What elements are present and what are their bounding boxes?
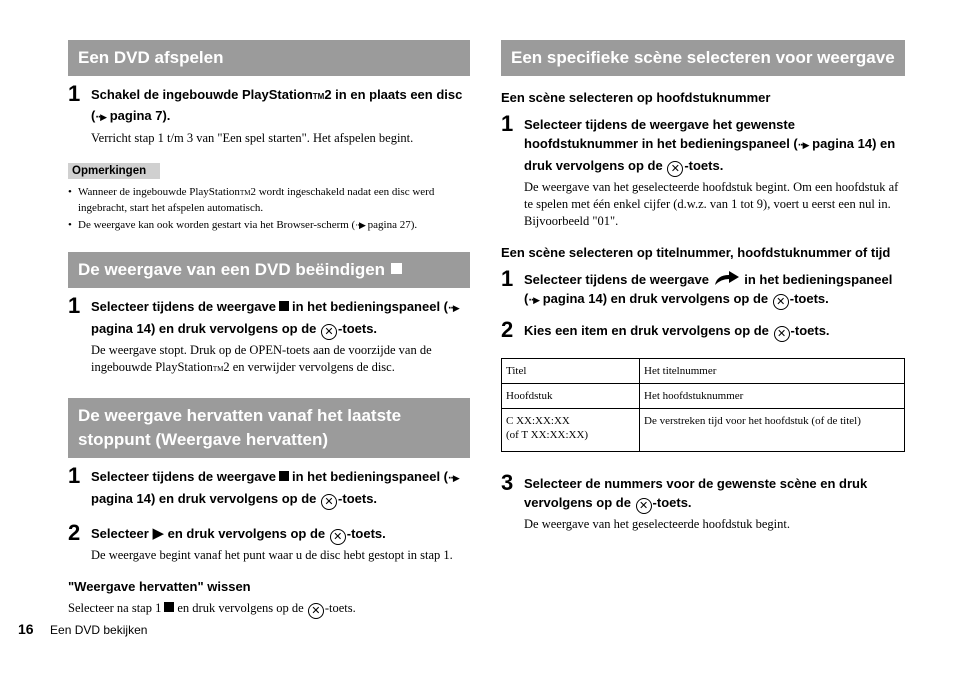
left-column	[68, 40, 470, 619]
play-step-1	[68, 81, 470, 147]
step-number: 2	[68, 520, 81, 545]
step-title: Selecteer tijdens de weergave in het bedieningspaneel (··▶ pagina 14) en druk vervolgens op de ✕ -toets.	[91, 299, 459, 338]
notes-label: Opmerkingen	[68, 163, 160, 179]
play-icon: ▶	[152, 524, 164, 542]
note-item: • De weergave kan ook worden gestart via het Browser-scherm (··▶ pagina 27).	[68, 218, 470, 234]
step-number: 1	[501, 111, 514, 136]
notes-list	[68, 185, 470, 234]
cross-button-icon: ✕	[321, 494, 337, 510]
step-number: 2	[501, 317, 514, 342]
table-row	[502, 384, 905, 409]
cross-button-icon: ✕	[308, 603, 324, 619]
page-reference-arrow-icon: ··▶	[528, 296, 540, 306]
step-number: 1	[68, 293, 81, 318]
section-heading-play-dvd: Een DVD afspelen	[68, 40, 470, 76]
step-body: De weergave van het geselecteerde hoofdstuk begint.	[524, 517, 790, 531]
cross-button-icon: ✕	[636, 498, 652, 514]
time-step-3	[501, 470, 905, 533]
step-title: Selecteer tijdens de weergave in het bedieningspaneel (··▶ pagina 14) en druk vervolgens op de ✕ -toets.	[524, 272, 893, 308]
cross-button-icon: ✕	[773, 294, 789, 310]
step-body: De weergave begint vanaf het punt waar u de disc hebt gestopt in stap 1.	[91, 548, 453, 562]
step-number: 1	[68, 463, 81, 488]
table-row	[502, 409, 905, 452]
stop-icon	[164, 602, 174, 612]
resume-step-1	[68, 463, 470, 510]
notes-block	[68, 161, 470, 234]
table-cell-value: De verstreken tijd voor het hoofdstuk (of de titel)	[640, 409, 905, 452]
time-step-1	[501, 266, 905, 311]
cross-button-icon: ✕	[774, 326, 790, 342]
subheading-by-title-chapter-time: Een scène selecteren op titelnummer, hoofdstuknummer of tijd	[501, 245, 891, 260]
section-name: Een DVD bekijken	[50, 623, 148, 637]
page-number: 16	[18, 621, 34, 637]
section-heading-stop-dvd: De weergave van een DVD beëindigen	[68, 252, 470, 288]
table-row	[502, 359, 905, 384]
step-body: Verricht stap 1 t/m 3 van "Een spel starten". Het afspelen begint.	[91, 131, 414, 145]
cross-button-icon: ✕	[330, 529, 346, 545]
step-body: De weergave van het geselecteerde hoofdstuk begint. Om een hoofdstuk af te spelen met één enkel cijfer (d.w.z. van 1 tot 9), voert u eerst een nul in. Bijvoorbeeld "01".	[524, 180, 899, 228]
subheading-by-chapter: Een scène selecteren op hoofdstuknummer	[501, 90, 771, 105]
table-cell-value: Het hoofdstuknummer	[640, 384, 905, 409]
table-cell-key: C XX:XX:XX (of T XX:XX:XX)	[502, 409, 640, 452]
page-reference-arrow-icon: ··▶	[448, 304, 459, 314]
selection-items-table	[501, 358, 905, 452]
time-step-2	[501, 317, 905, 342]
stop-icon	[279, 471, 289, 481]
jump-arrow-icon	[713, 270, 741, 286]
cross-button-icon: ✕	[667, 161, 683, 177]
step-number: 1	[501, 266, 514, 291]
table-cell-value: Het titelnummer	[640, 359, 905, 384]
subheading-clear-resume: "Weergave hervatten" wissen	[68, 579, 251, 594]
step-body: De weergave stopt. Druk op de OPEN-toets aan de voorzijde van de ingebouwde PlayStationTM2 en verwijder vervolgens de disc.	[91, 343, 432, 374]
table-cell-key: Titel	[502, 359, 640, 384]
note-item: • Wanneer de ingebouwde PlayStationTM2 wordt ingeschakeld nadat een disc werd ingebracht, start het afspelen automatisch.	[68, 185, 470, 216]
clear-resume-body: Selecteer na stap 1 en druk vervolgens op de ✕ -toets.	[68, 601, 356, 617]
step-title: Selecteer ▶ en druk vervolgens op de ✕ -toets.	[91, 524, 386, 543]
right-column	[501, 40, 905, 533]
chapter-step-1	[501, 111, 905, 230]
step-number: 3	[501, 470, 514, 495]
step-title: Kies een item en druk vervolgens op de ✕ -toets.	[524, 323, 830, 340]
step-title: Selecteer tijdens de weergave in het bedieningspaneel (··▶ pagina 14) en druk vervolgens op de ✕ -toets.	[91, 469, 459, 508]
page-reference-arrow-icon: ··▶	[95, 113, 107, 123]
page-reference-arrow-icon: ··▶	[448, 474, 459, 484]
step-title: Selecteer tijdens de weergave het gewenste hoofdstuknummer in het bedieningspaneel (··▶ pagina 14) en druk vervolgens op de ✕ -toets.	[524, 117, 896, 175]
stop-icon	[391, 263, 402, 274]
page-footer	[18, 621, 147, 639]
cross-button-icon: ✕	[321, 324, 337, 340]
step-title: Schakel de ingebouwde PlayStationTM2 in en plaats een disc (··▶ pagina 7).	[91, 87, 463, 123]
page-reference-arrow-icon: ··▶	[797, 141, 809, 151]
stop-step-1	[68, 293, 470, 378]
table-cell-key: Hoofdstuk	[502, 384, 640, 409]
page-reference-arrow-icon: ··▶	[355, 221, 365, 231]
step-number: 1	[68, 81, 81, 106]
section-heading-select-scene: Een specifieke scène selecteren voor weergave	[501, 40, 905, 76]
resume-step-2	[68, 520, 470, 564]
section-heading-resume: De weergave hervatten vanaf het laatste stoppunt (Weergave hervatten)	[68, 398, 470, 458]
stop-icon	[279, 301, 289, 311]
step-title: Selecteer de nummers voor de gewenste scène en druk vervolgens op de ✕ -toets.	[524, 476, 868, 512]
